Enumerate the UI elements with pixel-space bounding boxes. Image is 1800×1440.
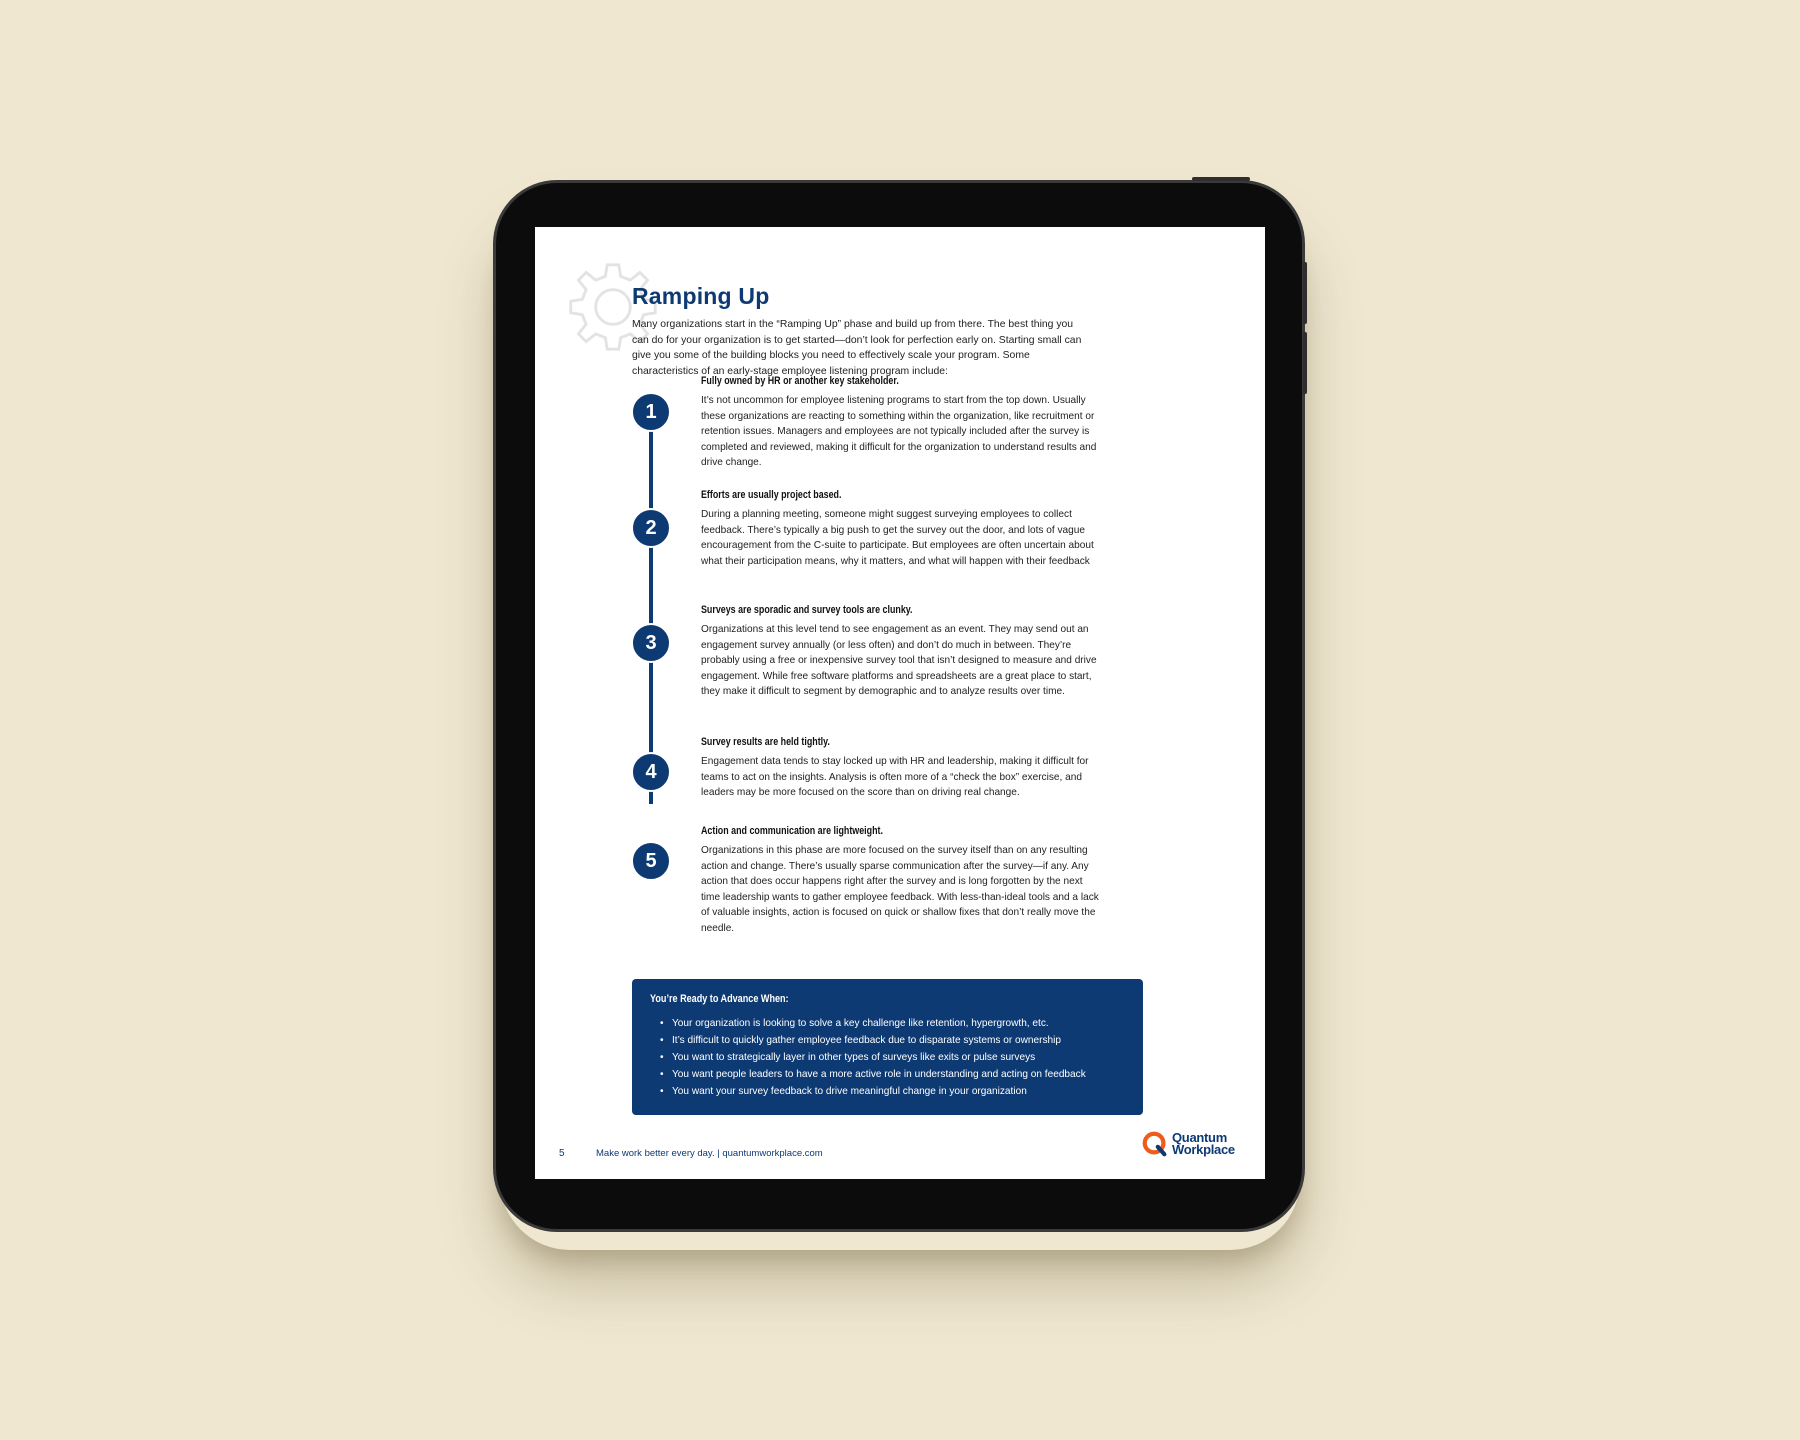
list-item: • You want to strategically layer in other types of surveys like exits or pulse surveys [672,1049,1125,1066]
step-item [701,604,1101,700]
step-item [701,375,1101,471]
step-number-badge: 2 [631,508,671,548]
quantum-q-icon [1141,1130,1169,1158]
intro-paragraph: Many organizations start in the “Ramping Up” phase and build up from there. The best thing you can do for your organization is to get started—don’t look for perfection early on. Starting small can give you some of the building blocks you need to effectively scale your program. Some characteristics of an early-stage employee listening program include: [632,319,1082,377]
quantum-workplace-logo [1141,1130,1235,1158]
step-number-badge: 5 [631,841,671,881]
step-heading: Surveys are sporadic and survey tools are clunky. [701,604,913,616]
page-number: 5 [559,1148,565,1159]
logo-line-2: Workplace [1172,1142,1235,1157]
step-number-badge: 1 [631,392,671,432]
step-heading: Action and communication are lightweight. [701,825,883,837]
timeline-line [649,409,653,804]
step-heading: Efforts are usually project based. [701,489,842,501]
step-item [701,825,1101,937]
footer-tagline: Make work better every day. | quantumworkplace.com [596,1148,823,1159]
step-body: Organizations in this phase are more focused on the survey itself than on any resulting action and change. There’s usually sparse communication after the survey—if any. Any action that does occur happens right after the survey and is long forgotten by the next time leadership wants to gather employee feedback. With less-than-ideal tools and a lack of valuable insights, action is focused on quick or shallow fixes that don’t really move the needle. [701,845,1099,934]
step-body: Organizations at this level tend to see engagement as an event. They may send out an engagement survey annually (or less often) and don’t do much in between. They’re probably using a free or inexpensive survey tool that isn’t designed to measure and drive engagement. While free software platforms and spreadsheets are a great place to start, they make it difficult to segment by demographic and to analyze results over time. [701,624,1097,698]
step-heading: Survey results are held tightly. [701,736,830,748]
tablet-top-button [1192,177,1250,181]
ready-to-advance-box [632,979,1143,1115]
list-item: • Your organization is looking to solve a key challenge like retention, hypergrowth, etc. [672,1015,1125,1032]
step-body: It’s not uncommon for employee listening programs to start from the top down. Usually these organizations are reacting to something within the organization, like recruitment or retention issues. Managers and employees are not typically included after the survey is completed and reviewed, making it difficult for the organization to understand results and drive change. [701,395,1097,469]
advance-list [650,1015,1125,1100]
advance-box-title: You’re Ready to Advance When: [650,993,789,1005]
step-body: During a planning meeting, someone might suggest surveying employees to collect feedback. There’s typically a big push to get the survey out the door, and lots of vague encouragement from the C-suite to participate. But employees are often uncertain about what their participation means, why it matters, and what will happen with their feedback [701,509,1094,567]
tablet-side-button-upper [1303,262,1307,324]
page-title: Ramping Up [632,283,770,309]
step-number-badge: 4 [631,752,671,792]
step-item [701,736,1101,801]
tablet-side-button-lower [1303,332,1307,394]
step-item [701,489,1101,569]
document-page [535,227,1265,1179]
logo-wordmark [1172,1132,1235,1156]
list-item: • You want your survey feedback to drive meaningful change in your organization [672,1083,1125,1100]
list-item: • You want people leaders to have a more active role in understanding and acting on feedback [672,1066,1125,1083]
logo-line-1: Quantum [1172,1130,1227,1145]
list-item: • It’s difficult to quickly gather employee feedback due to disparate systems or ownership [672,1032,1125,1049]
step-heading: Fully owned by HR or another key stakeholder. [701,375,899,387]
step-body: Engagement data tends to stay locked up with HR and leadership, making it difficult for teams to act on the insights. Analysis is often more of a “check the box” exercise, and leaders may be more focused on the score than on driving real change. [701,756,1089,799]
step-number-badge: 3 [631,623,671,663]
